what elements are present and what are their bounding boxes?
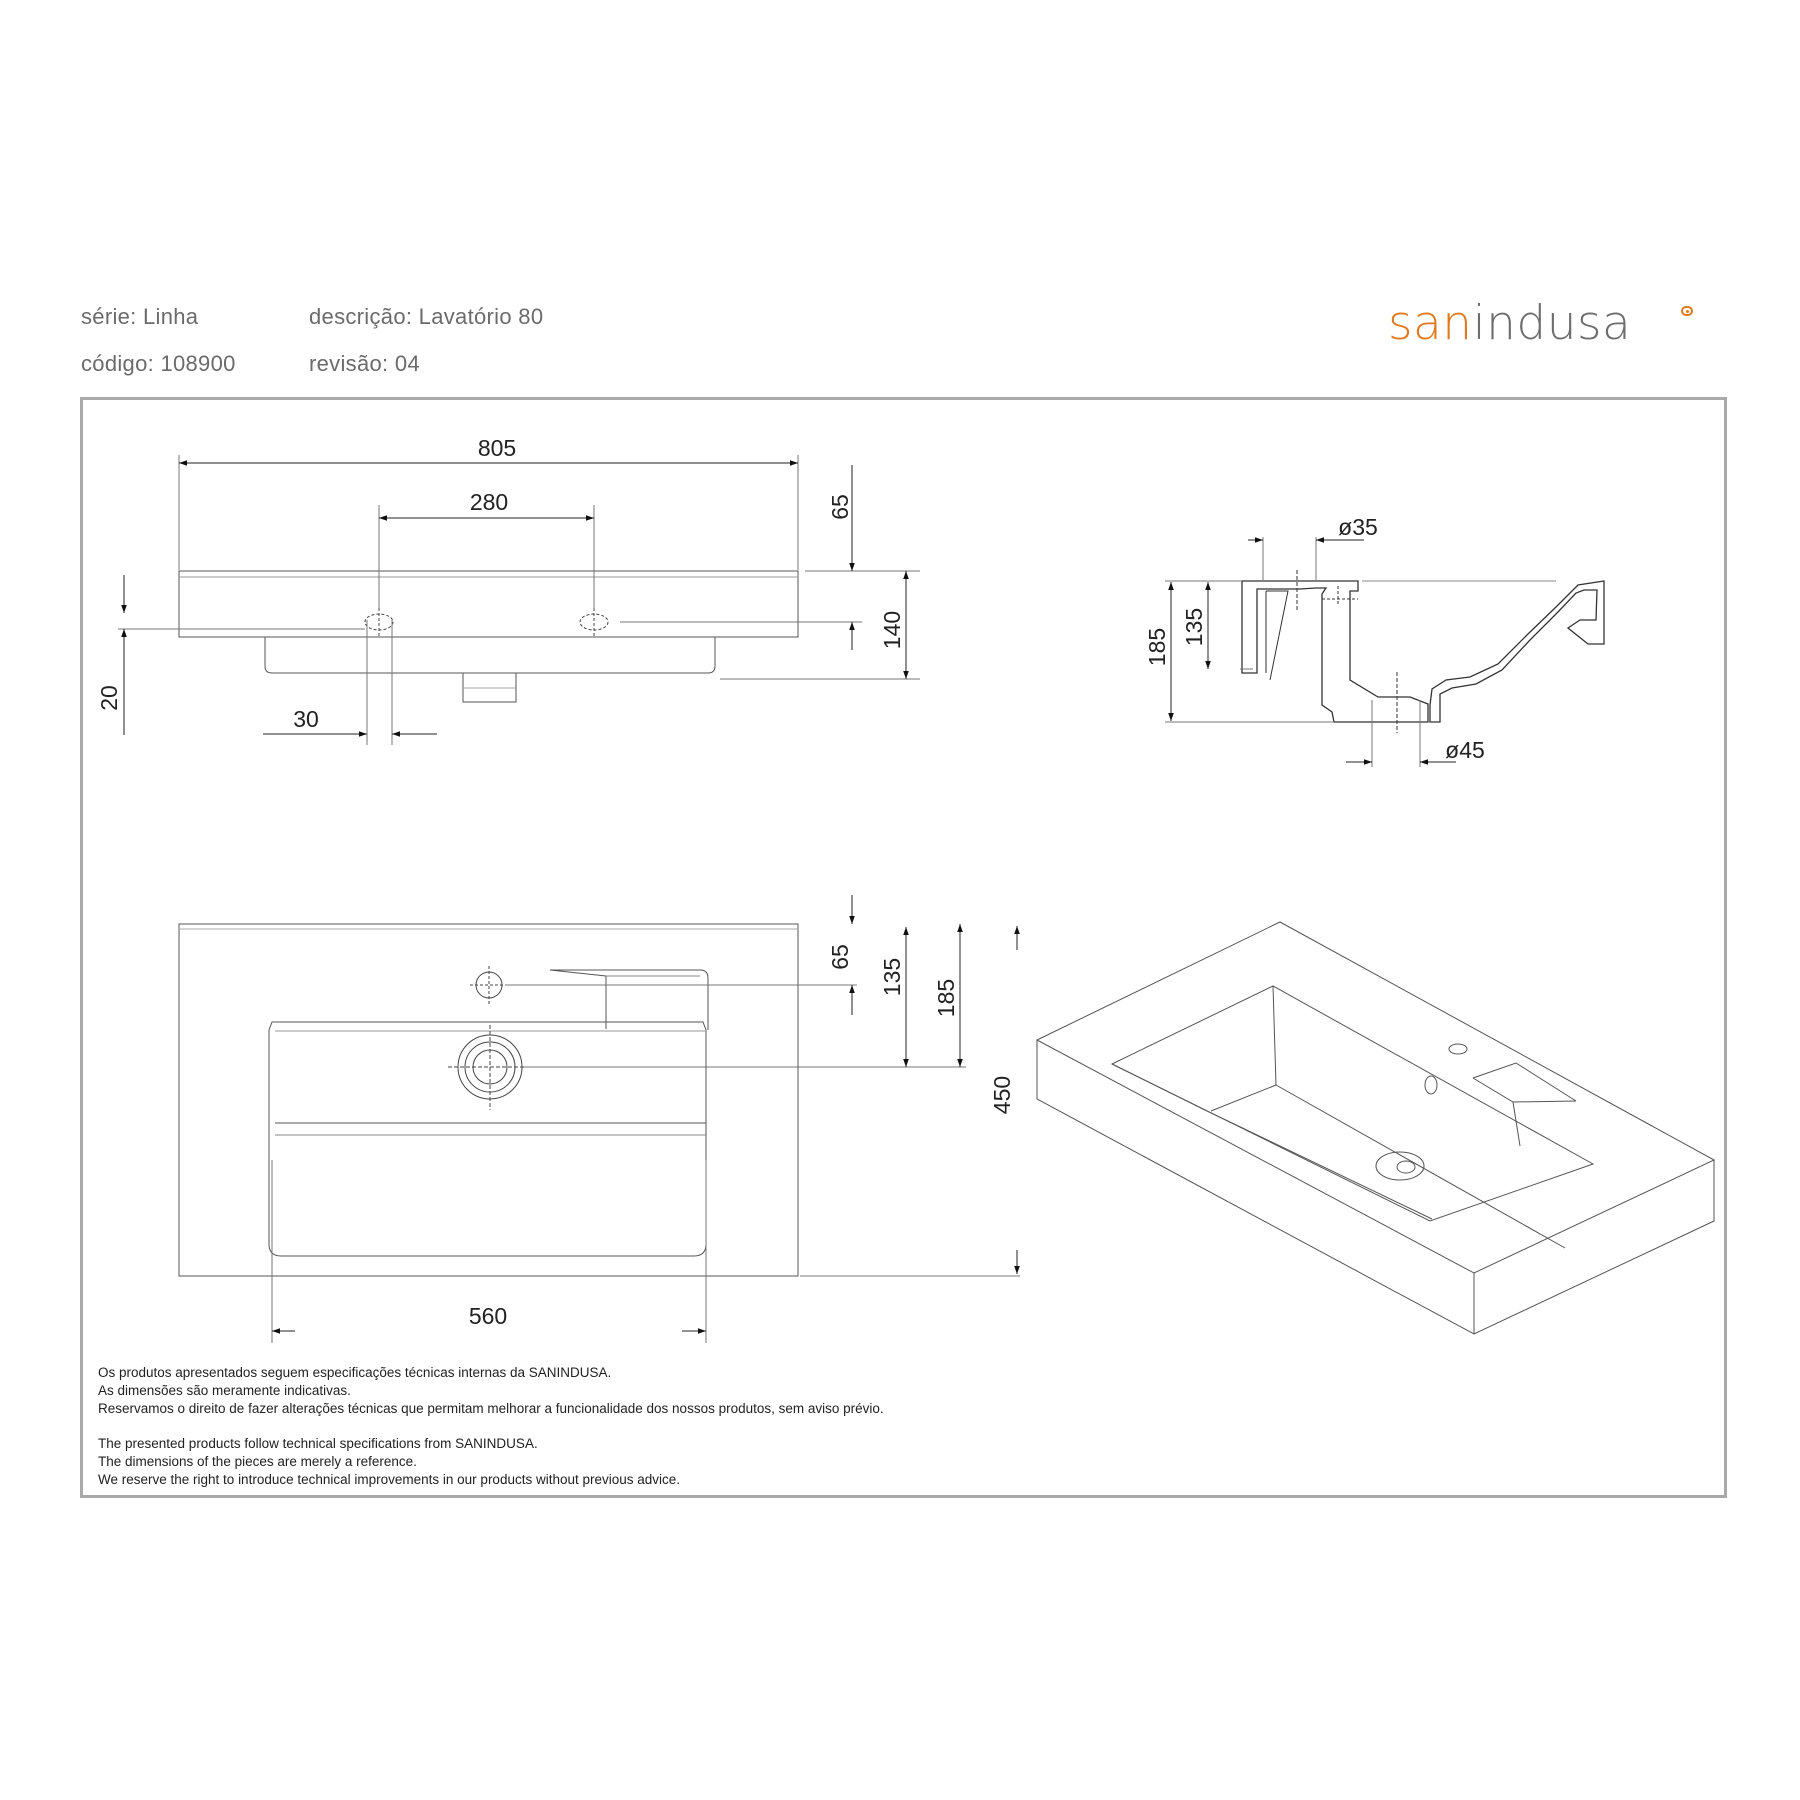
note-pt-2: As dimensões são meramente indicativas. (98, 1383, 351, 1398)
isometric-view (1037, 922, 1714, 1334)
tap-hole-left (365, 614, 393, 630)
dim-plan-185: 185 (933, 978, 959, 1018)
dim-450: 450 (989, 1075, 1015, 1115)
dim-plan-135: 135 (879, 957, 905, 997)
note-pt-3: Reservamos o direito de fazer alterações técnicas que permitam melhorar a funcionalidade dos nossos produtos, sem aviso prévio. (98, 1401, 884, 1416)
serie-label: série: Linha (81, 304, 199, 329)
dim-dia-45: ø45 (1445, 737, 1485, 763)
note-pt-1: Os produtos apresentados seguem especificações técnicas internas da SANINDUSA. (98, 1365, 612, 1380)
dim-140: 140 (879, 610, 905, 650)
dim-section-185: 185 (1144, 627, 1170, 667)
section-view (1165, 537, 1604, 767)
codigo-label: código: 108900 (81, 351, 236, 376)
dim-dia-35: ø35 (1338, 514, 1378, 540)
note-en-2: The dimensions of the pieces are merely a reference. (98, 1454, 417, 1469)
notes-portuguese (98, 1364, 884, 1418)
logo-san-text: san (1388, 296, 1473, 351)
dim-280: 280 (469, 489, 509, 515)
dim-20: 20 (96, 685, 122, 711)
dim-plan-65: 65 (827, 944, 853, 970)
note-en-1: The presented products follow technical specifications from SANINDUSA. (98, 1436, 538, 1451)
note-en-3: We reserve the right to introduce technical improvements in our products without previous advice. (98, 1472, 681, 1487)
dim-30: 30 (293, 706, 319, 732)
dim-section-135: 135 (1181, 607, 1207, 647)
logo-indusa-text: indusa (1472, 296, 1632, 351)
revisao-label: revisão: 04 (309, 351, 420, 376)
tap-hole (476, 972, 502, 998)
dim-front-65: 65 (827, 494, 853, 520)
dim-805: 805 (477, 435, 517, 461)
dim-560: 560 (468, 1303, 508, 1329)
front-view (118, 455, 920, 745)
notes-english (98, 1435, 680, 1489)
descricao-label: descrição: Lavatório 80 (309, 304, 544, 329)
tap-hole-right (580, 614, 608, 630)
